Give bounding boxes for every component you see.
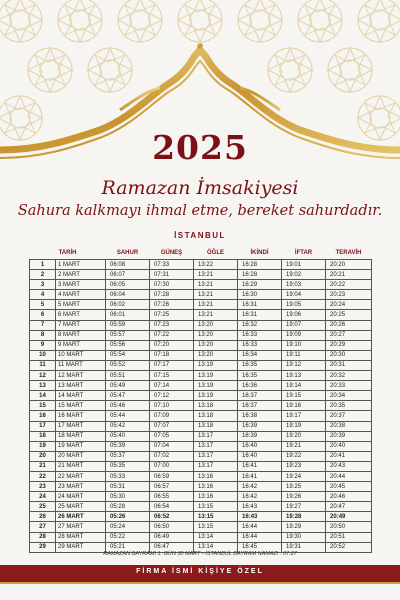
date: 11 MART — [56, 360, 106, 370]
iftar-time: 19:26 — [282, 492, 326, 502]
sahur-time: 05:33 — [106, 471, 150, 481]
iftar-time: 19:29 — [282, 522, 326, 532]
table-row — [30, 300, 372, 310]
table-row — [30, 280, 372, 290]
sahur-time: 05:40 — [106, 431, 150, 441]
bayram-note: RAMAZAN BAYRAMI 1. GÜN 30 MART - İSTANBUL BAYRAM NAMAZI : 07:27 — [103, 551, 297, 557]
ikindi-time: 16:42 — [238, 492, 282, 502]
column-header-tarih: TARİH — [58, 250, 77, 256]
gunes-time: 07:31 — [150, 270, 194, 280]
gunes-time: 07:15 — [150, 371, 194, 381]
sahur-time: 05:37 — [106, 451, 150, 461]
day-number: 15 — [30, 401, 56, 411]
gunes-time: 06:50 — [150, 522, 194, 532]
table-row — [30, 350, 372, 360]
iftar-time: 19:21 — [282, 441, 326, 451]
teravih-time: 20:20 — [326, 260, 372, 270]
sahur-time: 05:46 — [106, 401, 150, 411]
sahur-time: 05:28 — [106, 502, 150, 512]
teravih-time: 20:33 — [326, 381, 372, 391]
day-number: 9 — [30, 340, 56, 350]
day-number: 14 — [30, 391, 56, 401]
teravih-time: 20:24 — [326, 300, 372, 310]
iftar-time: 19:13 — [282, 371, 326, 381]
gunes-time: 06:49 — [150, 532, 194, 542]
gold-divider — [0, 582, 400, 584]
sahur-time: 05:24 — [106, 522, 150, 532]
column-header-iftar: İFTAR — [294, 250, 313, 256]
teravih-time: 20:35 — [326, 401, 372, 411]
table-row — [30, 441, 372, 451]
teravih-time: 20:43 — [326, 461, 372, 471]
ikindi-time: 16:37 — [238, 401, 282, 411]
sahur-time: 05:39 — [106, 441, 150, 451]
ikindi-time: 16:29 — [238, 280, 282, 290]
gunes-time: 06:52 — [150, 512, 194, 522]
ikindi-time: 16:45 — [238, 542, 282, 552]
date: 14 MART — [56, 391, 106, 401]
gunes-time: 06:54 — [150, 502, 194, 512]
ogle-time: 13:19 — [194, 371, 238, 381]
iftar-time: 19:30 — [282, 532, 326, 542]
column-header-gunes: GÜNEŞ — [160, 250, 183, 256]
day-number: 24 — [30, 492, 56, 502]
date: 4 MART — [56, 290, 106, 300]
day-number: 10 — [30, 350, 56, 360]
gunes-time: 07:17 — [150, 360, 194, 370]
table-row — [30, 471, 372, 481]
iftar-time: 19:14 — [282, 381, 326, 391]
iftar-time: 19:15 — [282, 391, 326, 401]
ogle-time: 13:15 — [194, 522, 238, 532]
teravih-time: 20:41 — [326, 451, 372, 461]
ikindi-time: 16:28 — [238, 270, 282, 280]
ogle-time: 13:19 — [194, 360, 238, 370]
day-number: 6 — [30, 310, 56, 320]
day-number: 5 — [30, 300, 56, 310]
iftar-time: 19:03 — [282, 280, 326, 290]
iftar-time: 19:24 — [282, 471, 326, 481]
table-row — [30, 371, 372, 381]
sahur-time: 05:30 — [106, 492, 150, 502]
ikindi-time: 16:37 — [238, 391, 282, 401]
ikindi-time: 16:41 — [238, 471, 282, 481]
teravih-time: 20:49 — [326, 512, 372, 522]
table-row — [30, 421, 372, 431]
date: 23 MART — [56, 482, 106, 492]
sahur-time: 05:47 — [106, 391, 150, 401]
table-row — [30, 381, 372, 391]
sahur-time: 06:02 — [106, 300, 150, 310]
iftar-time: 19:16 — [282, 401, 326, 411]
teravih-time: 20:29 — [326, 340, 372, 350]
day-number: 29 — [30, 542, 56, 552]
ogle-time: 13:20 — [194, 340, 238, 350]
ogle-time: 13:22 — [194, 260, 238, 270]
day-number: 1 — [30, 260, 56, 270]
table-row — [30, 451, 372, 461]
ogle-time: 13:18 — [194, 421, 238, 431]
gunes-time: 07:10 — [150, 401, 194, 411]
ogle-time: 13:16 — [194, 471, 238, 481]
gunes-time: 07:02 — [150, 451, 194, 461]
teravih-time: 20:40 — [326, 441, 372, 451]
column-header-teravih: TERAVİH — [335, 250, 362, 256]
sahur-time: 05:22 — [106, 532, 150, 542]
day-number: 19 — [30, 441, 56, 451]
table-row — [30, 290, 372, 300]
day-number: 20 — [30, 451, 56, 461]
iftar-time: 19:25 — [282, 482, 326, 492]
gunes-time: 07:05 — [150, 431, 194, 441]
ogle-time: 13:17 — [194, 461, 238, 471]
teravih-time: 20:47 — [326, 502, 372, 512]
table-row — [30, 360, 372, 370]
ikindi-time: 16:31 — [238, 300, 282, 310]
ogle-time: 13:20 — [194, 350, 238, 360]
date: 9 MART — [56, 340, 106, 350]
ikindi-time: 16:31 — [238, 310, 282, 320]
date: 17 MART — [56, 421, 106, 431]
date: 28 MART — [56, 532, 106, 542]
ikindi-time: 16:38 — [238, 411, 282, 421]
day-number: 2 — [30, 270, 56, 280]
iftar-time: 19:10 — [282, 340, 326, 350]
sahur-time: 06:04 — [106, 290, 150, 300]
teravih-time: 20:52 — [326, 542, 372, 552]
ogle-time: 13:19 — [194, 381, 238, 391]
ikindi-time: 16:43 — [238, 512, 282, 522]
date: 26 MART — [56, 512, 106, 522]
date: 5 MART — [56, 300, 106, 310]
iftar-time: 19:22 — [282, 451, 326, 461]
table-row — [30, 330, 372, 340]
ogle-time: 13:14 — [194, 542, 238, 552]
day-number: 18 — [30, 431, 56, 441]
bottom-banner-text: FİRMA İSMİ KİŞİYE ÖZEL — [136, 568, 264, 575]
day-number: 26 — [30, 512, 56, 522]
ogle-time: 13:16 — [194, 482, 238, 492]
sahur-time: 05:56 — [106, 340, 150, 350]
sahur-time: 06:01 — [106, 310, 150, 320]
gunes-time: 07:07 — [150, 421, 194, 431]
iftar-time: 19:17 — [282, 411, 326, 421]
teravih-time: 20:26 — [326, 320, 372, 330]
sahur-time: 05:59 — [106, 320, 150, 330]
ikindi-time: 16:35 — [238, 360, 282, 370]
iftar-time: 19:28 — [282, 512, 326, 522]
day-number: 21 — [30, 461, 56, 471]
table-row — [30, 391, 372, 401]
day-number: 16 — [30, 411, 56, 421]
date: 16 MART — [56, 411, 106, 421]
gunes-time: 06:55 — [150, 492, 194, 502]
ogle-time: 13:19 — [194, 391, 238, 401]
date: 27 MART — [56, 522, 106, 532]
column-header-ikindi: İKİNDİ — [250, 250, 269, 256]
column-header-sahur: SAHUR — [116, 250, 139, 256]
ogle-time: 13:21 — [194, 270, 238, 280]
ogle-time: 13:21 — [194, 280, 238, 290]
sahur-time: 05:52 — [106, 360, 150, 370]
sahur-time: 05:31 — [106, 482, 150, 492]
table-row — [30, 310, 372, 320]
ogle-time: 13:21 — [194, 290, 238, 300]
teravih-time: 20:23 — [326, 290, 372, 300]
gunes-time: 06:47 — [150, 542, 194, 552]
date: 29 MART — [56, 542, 106, 552]
gunes-time: 07:28 — [150, 290, 194, 300]
day-number: 12 — [30, 371, 56, 381]
teravih-time: 20:21 — [326, 270, 372, 280]
ikindi-time: 16:40 — [238, 441, 282, 451]
sahur-time: 06:05 — [106, 280, 150, 290]
ogle-time: 13:17 — [194, 441, 238, 451]
gunes-time: 07:23 — [150, 320, 194, 330]
day-number: 23 — [30, 482, 56, 492]
table-row — [30, 320, 372, 330]
teravih-time: 20:27 — [326, 330, 372, 340]
gunes-time: 07:12 — [150, 391, 194, 401]
table-row — [30, 411, 372, 421]
teravih-time: 20:25 — [326, 310, 372, 320]
ikindi-time: 16:32 — [238, 320, 282, 330]
table-row — [30, 512, 372, 522]
iftar-time: 19:12 — [282, 360, 326, 370]
day-number: 4 — [30, 290, 56, 300]
ikindi-time: 16:35 — [238, 371, 282, 381]
sahur-time: 05:51 — [106, 371, 150, 381]
iftar-time: 19:19 — [282, 421, 326, 431]
ogle-time: 13:14 — [194, 532, 238, 542]
ikindi-time: 16:28 — [238, 260, 282, 270]
date: 3 MART — [56, 280, 106, 290]
date: 19 MART — [56, 441, 106, 451]
table-row — [30, 532, 372, 542]
teravih-time: 20:44 — [326, 471, 372, 481]
date: 15 MART — [56, 401, 106, 411]
ogle-time: 13:17 — [194, 431, 238, 441]
date: 25 MART — [56, 502, 106, 512]
bottom-banner — [0, 565, 400, 582]
table-row — [30, 502, 372, 512]
sahur-time: 06:08 — [106, 260, 150, 270]
gunes-time: 07:20 — [150, 340, 194, 350]
iftar-time: 19:11 — [282, 350, 326, 360]
teravih-time: 20:34 — [326, 391, 372, 401]
sahur-time: 05:57 — [106, 330, 150, 340]
teravih-time: 20:32 — [326, 371, 372, 381]
gunes-time: 07:04 — [150, 441, 194, 451]
date: 13 MART — [56, 381, 106, 391]
day-number: 8 — [30, 330, 56, 340]
iftar-time: 19:27 — [282, 502, 326, 512]
ogle-time: 13:21 — [194, 310, 238, 320]
ikindi-time: 16:39 — [238, 431, 282, 441]
column-header-ogle: ÖĞLE — [207, 250, 225, 256]
ikindi-time: 16:36 — [238, 381, 282, 391]
sahur-time: 05:21 — [106, 542, 150, 552]
gunes-time: 07:22 — [150, 330, 194, 340]
table-body — [30, 260, 372, 553]
table-row — [30, 461, 372, 471]
iftar-time: 19:02 — [282, 270, 326, 280]
date: 1 MART — [56, 260, 106, 270]
date: 10 MART — [56, 350, 106, 360]
iftar-time: 19:04 — [282, 290, 326, 300]
sahur-time: 05:54 — [106, 350, 150, 360]
day-number: 3 — [30, 280, 56, 290]
table-row — [30, 270, 372, 280]
table-row — [30, 260, 372, 270]
iftar-time: 19:31 — [282, 542, 326, 552]
prayer-times-table — [29, 247, 372, 553]
iftar-time: 19:09 — [282, 330, 326, 340]
gunes-time: 07:26 — [150, 300, 194, 310]
ogle-time: 13:18 — [194, 401, 238, 411]
iftar-time: 19:06 — [282, 310, 326, 320]
teravih-time: 20:37 — [326, 411, 372, 421]
day-number: 7 — [30, 320, 56, 330]
iftar-time: 19:20 — [282, 431, 326, 441]
teravih-time: 20:22 — [326, 280, 372, 290]
day-number: 13 — [30, 381, 56, 391]
iftar-time: 19:07 — [282, 320, 326, 330]
day-number: 22 — [30, 471, 56, 481]
day-number: 27 — [30, 522, 56, 532]
day-number: 11 — [30, 360, 56, 370]
date: 22 MART — [56, 471, 106, 481]
day-number: 25 — [30, 502, 56, 512]
table-row — [30, 492, 372, 502]
ogle-time: 13:16 — [194, 492, 238, 502]
ikindi-time: 16:30 — [238, 290, 282, 300]
teravih-time: 20:30 — [326, 350, 372, 360]
sahur-time: 05:49 — [106, 381, 150, 391]
gunes-time: 07:14 — [150, 381, 194, 391]
date: 2 MART — [56, 270, 106, 280]
gunes-time: 07:00 — [150, 461, 194, 471]
gunes-time: 07:30 — [150, 280, 194, 290]
sahur-time: 05:42 — [106, 421, 150, 431]
teravih-time: 20:51 — [326, 532, 372, 542]
date: 24 MART — [56, 492, 106, 502]
ikindi-time: 16:34 — [238, 350, 282, 360]
ikindi-time: 16:40 — [238, 451, 282, 461]
ogle-time: 13:21 — [194, 300, 238, 310]
ikindi-time: 16:43 — [238, 502, 282, 512]
sahur-time: 06:07 — [106, 270, 150, 280]
ikindi-time: 16:44 — [238, 522, 282, 532]
ikindi-time: 16:39 — [238, 421, 282, 431]
page-title: Ramazan İmsakiyesi — [101, 177, 299, 199]
teravih-time: 20:45 — [326, 482, 372, 492]
gunes-time: 06:57 — [150, 482, 194, 492]
teravih-time: 20:31 — [326, 360, 372, 370]
iftar-time: 19:01 — [282, 260, 326, 270]
table-row — [30, 482, 372, 492]
table-header-row — [30, 247, 372, 260]
teravih-time: 20:39 — [326, 431, 372, 441]
sahur-time: 05:26 — [106, 512, 150, 522]
ogle-time: 13:18 — [194, 411, 238, 421]
gunes-time: 06:59 — [150, 471, 194, 481]
date: 20 MART — [56, 451, 106, 461]
ogle-time: 13:17 — [194, 451, 238, 461]
gunes-time: 07:33 — [150, 260, 194, 270]
gunes-time: 07:18 — [150, 350, 194, 360]
table-row — [30, 522, 372, 532]
table-row — [30, 401, 372, 411]
teravih-time: 20:46 — [326, 492, 372, 502]
date: 21 MART — [56, 461, 106, 471]
sahur-time: 05:35 — [106, 461, 150, 471]
city-label: İSTANBUL — [174, 231, 226, 240]
ogle-time: 13:15 — [194, 502, 238, 512]
date: 8 MART — [56, 330, 106, 340]
iftar-time: 19:05 — [282, 300, 326, 310]
teravih-time: 20:50 — [326, 522, 372, 532]
ikindi-time: 16:42 — [238, 482, 282, 492]
gunes-time: 07:09 — [150, 411, 194, 421]
year-heading: 2025 — [152, 128, 248, 167]
table-row — [30, 431, 372, 441]
date: 18 MART — [56, 431, 106, 441]
day-number: 17 — [30, 421, 56, 431]
date: 12 MART — [56, 371, 106, 381]
gunes-time: 07:25 — [150, 310, 194, 320]
ikindi-time: 16:33 — [238, 330, 282, 340]
ogle-time: 13:20 — [194, 320, 238, 330]
ikindi-time: 16:33 — [238, 340, 282, 350]
table-row — [30, 340, 372, 350]
sahur-time: 05:44 — [106, 411, 150, 421]
day-number: 28 — [30, 532, 56, 542]
iftar-time: 19:23 — [282, 461, 326, 471]
date: 7 MART — [56, 320, 106, 330]
ikindi-time: 16:44 — [238, 532, 282, 542]
page-subtitle: Sahura kalkmayı ihmal etme, bereket sahurdadır. — [17, 203, 383, 219]
ikindi-time: 16:41 — [238, 461, 282, 471]
date: 6 MART — [56, 310, 106, 320]
ogle-time: 13:20 — [194, 330, 238, 340]
ogle-time: 13:15 — [194, 512, 238, 522]
teravih-time: 20:38 — [326, 421, 372, 431]
